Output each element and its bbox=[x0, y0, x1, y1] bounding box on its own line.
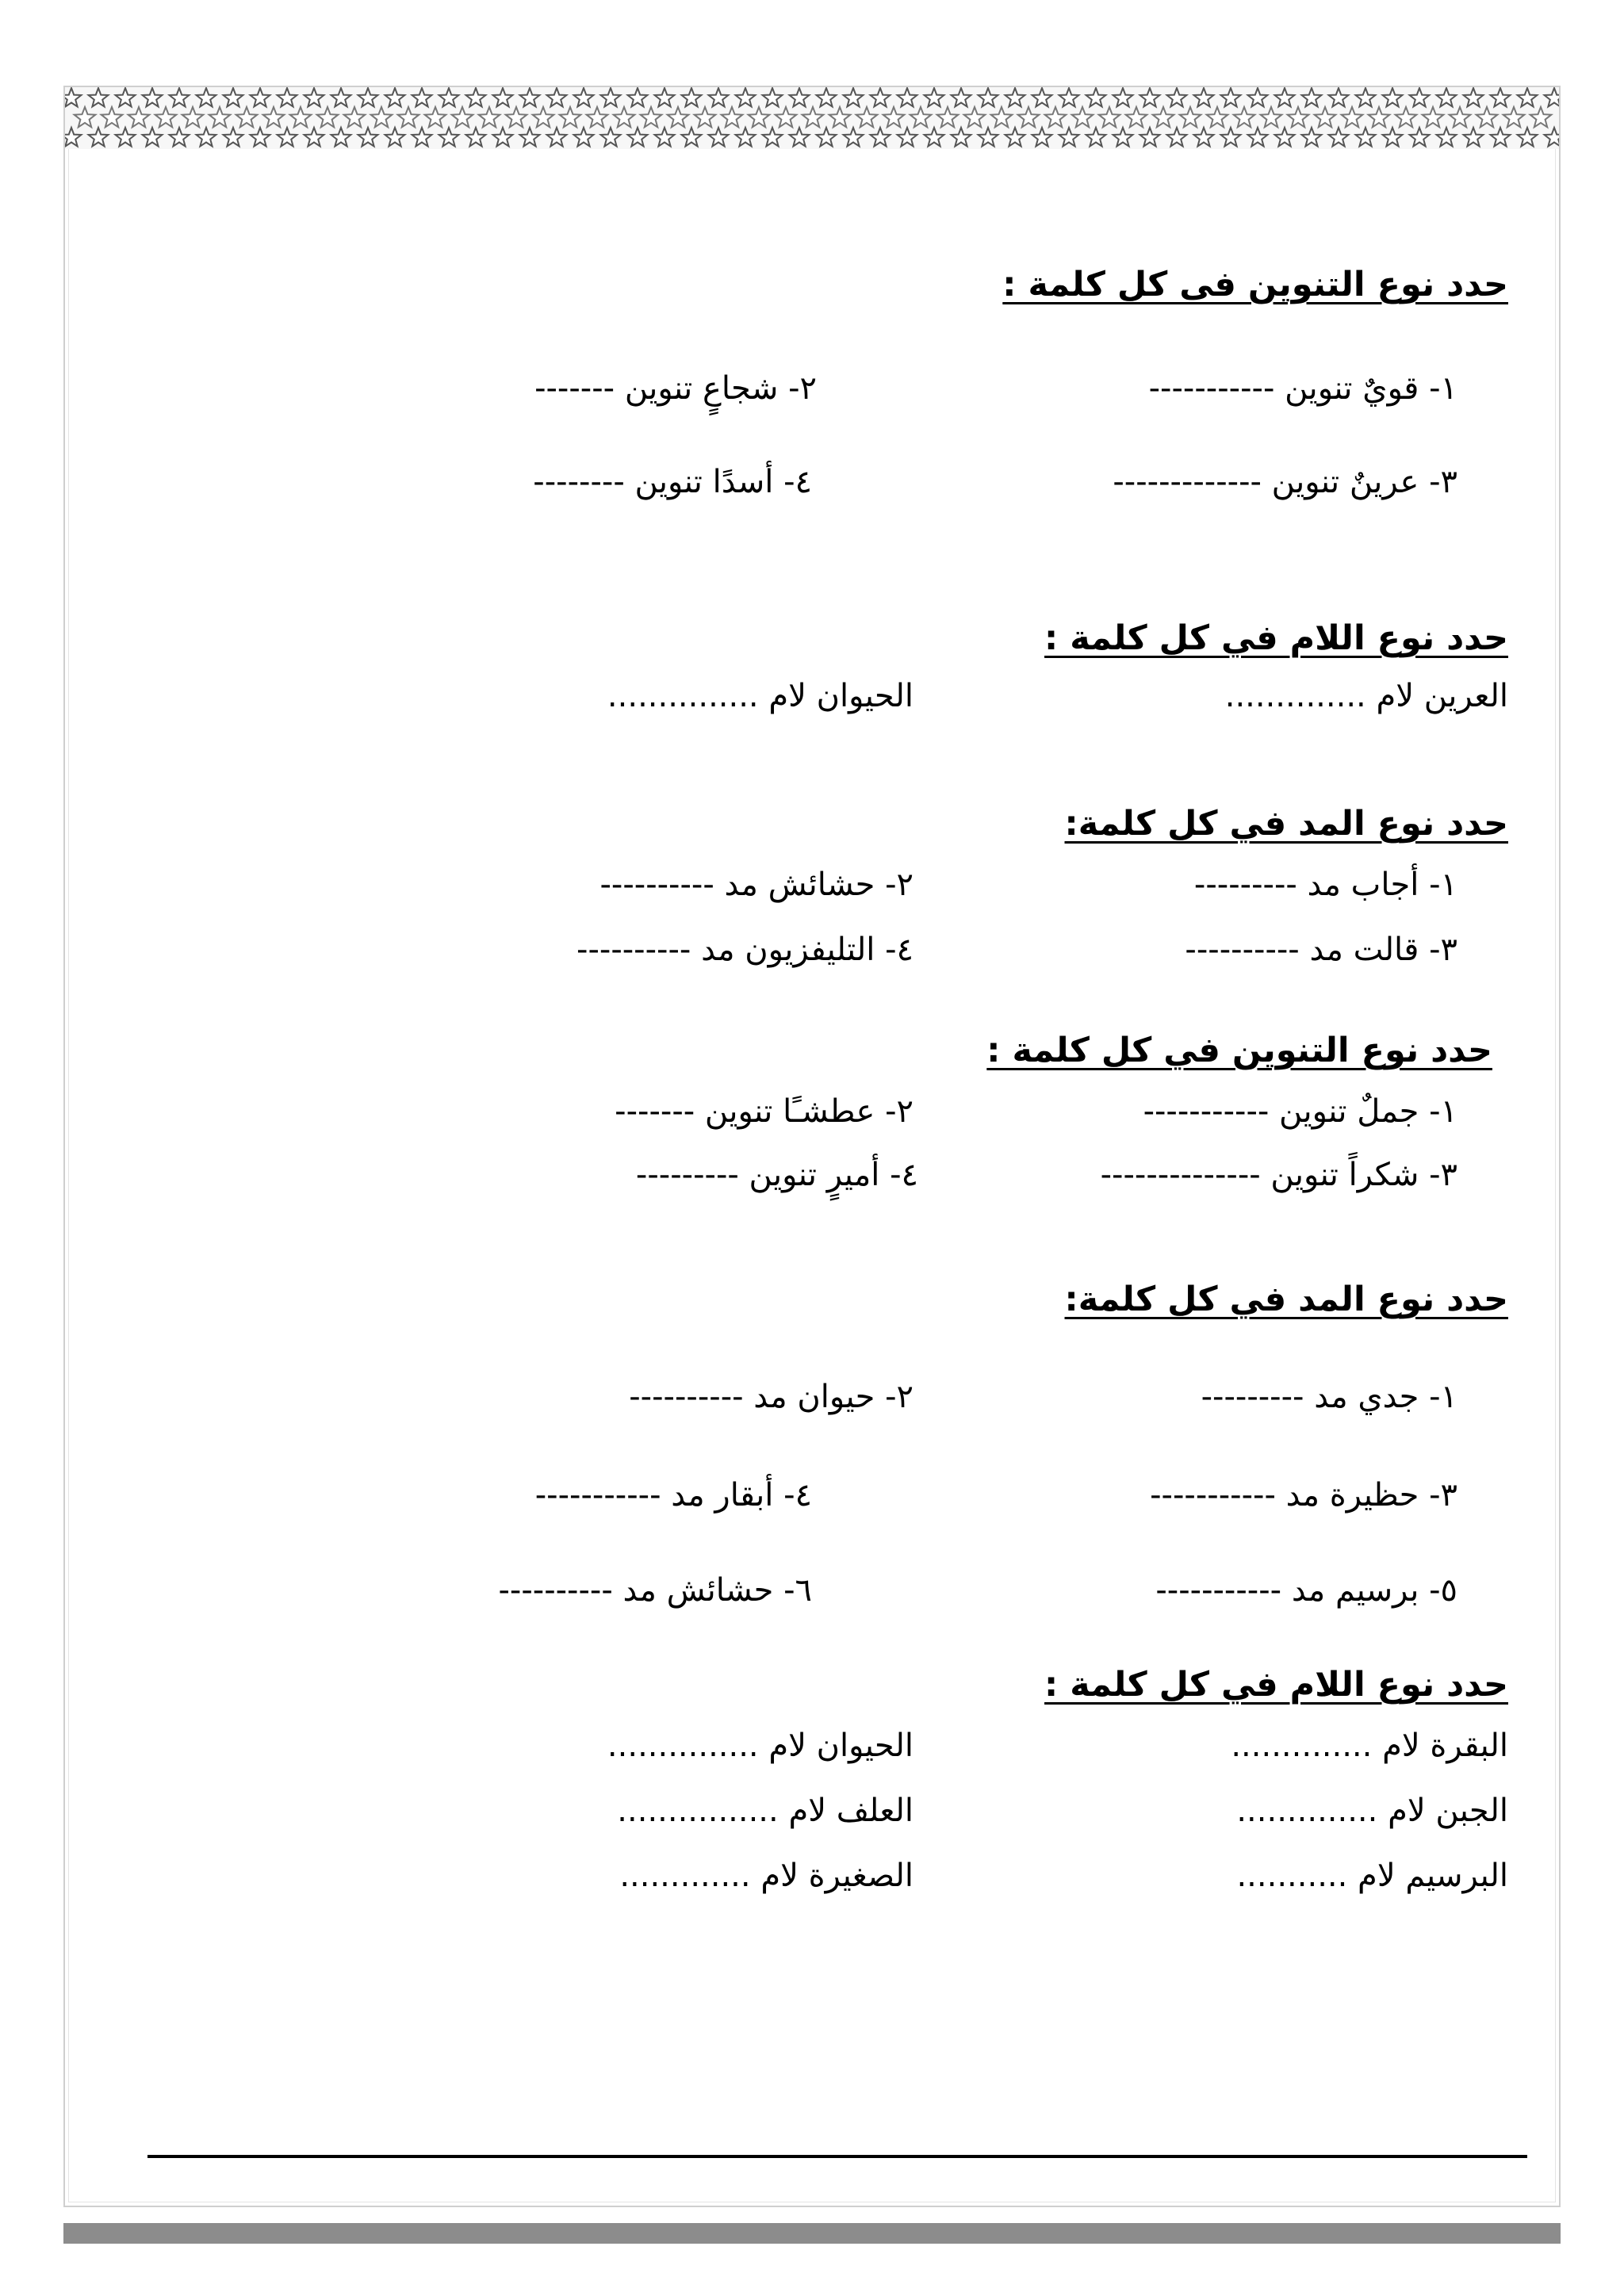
section-5-item-5: ٥- برسيم مد ----------- bbox=[1155, 1572, 1457, 1609]
section-4-item-4: ٤- أميرٍ تنوين --------- bbox=[635, 1157, 918, 1193]
section-3-item-4: ٤- التليفزيون مد ---------- bbox=[576, 932, 914, 968]
section-5-item-2: ٢- حيوان مد ---------- bbox=[629, 1379, 914, 1415]
section-1-item-3: ٣- عرينٌ تنوين ------------- bbox=[1113, 464, 1457, 500]
section-5-item-3: ٣- حظيرة مد ----------- bbox=[1150, 1477, 1457, 1513]
section-1-item-1: ١- قويٌ تنوين ----------- bbox=[1148, 370, 1457, 407]
section-4-heading: حدد نوع التنوين في كل كلمة : bbox=[986, 1031, 1492, 1070]
section-6-item-2: الحيوان لام ............... bbox=[607, 1728, 914, 1764]
star-border bbox=[65, 87, 1559, 149]
section-4-item-1: ١- جملٌ تنوين ----------- bbox=[1143, 1093, 1457, 1130]
section-6-item-6: الصغيرة لام ............. bbox=[619, 1858, 914, 1894]
section-6-item-1: البقرة لام .............. bbox=[1231, 1728, 1508, 1764]
bottom-rule bbox=[147, 2155, 1527, 2158]
section-5-item-4: ٤- أبقار مد ----------- bbox=[534, 1477, 812, 1513]
section-5-item-6: ٦- حشائش مد ---------- bbox=[498, 1572, 812, 1609]
section-2-item-2: الحيوان لام ............... bbox=[607, 678, 914, 714]
section-6-item-3: الجبن لام .............. bbox=[1236, 1793, 1508, 1829]
section-3-item-1: ١- أجاب مد --------- bbox=[1193, 867, 1457, 903]
section-2-item-1: العرين لام .............. bbox=[1224, 678, 1508, 714]
section-3-item-2: ٢- حشائش مد ---------- bbox=[599, 867, 914, 903]
section-5-heading: حدد نوع المد في كل كلمة: bbox=[1064, 1280, 1508, 1319]
section-1-heading: حدد نوع التنوين فى كل كلمة : bbox=[1002, 265, 1508, 304]
section-5-item-1: ١- جدي مد --------- bbox=[1201, 1379, 1457, 1415]
section-3-item-3: ٣- قالت مد ---------- bbox=[1185, 932, 1457, 968]
section-4-item-2: ٢- عطشـًا تنوين ------- bbox=[615, 1093, 914, 1130]
section-6-item-4: العلف لام ................ bbox=[617, 1793, 914, 1829]
section-6-item-5: البرسيم لام ........... bbox=[1236, 1858, 1508, 1894]
star-pattern-icon bbox=[65, 87, 1559, 149]
section-6-heading: حدد نوع اللام في كل كلمة : bbox=[1044, 1665, 1508, 1705]
section-1-item-2: ٢- شجاعٍ تنوين ------- bbox=[534, 370, 817, 407]
section-1-item-4: ٤- أسدًا تنوين -------- bbox=[533, 464, 812, 500]
section-2-heading: حدد نوع اللام في كل كلمة : bbox=[1044, 618, 1508, 658]
section-3-heading: حدد نوع المد في كل كلمة: bbox=[1064, 804, 1508, 844]
section-4-item-3: ٣- شكراً تنوين -------------- bbox=[1100, 1157, 1457, 1193]
footer-bar bbox=[63, 2223, 1561, 2244]
